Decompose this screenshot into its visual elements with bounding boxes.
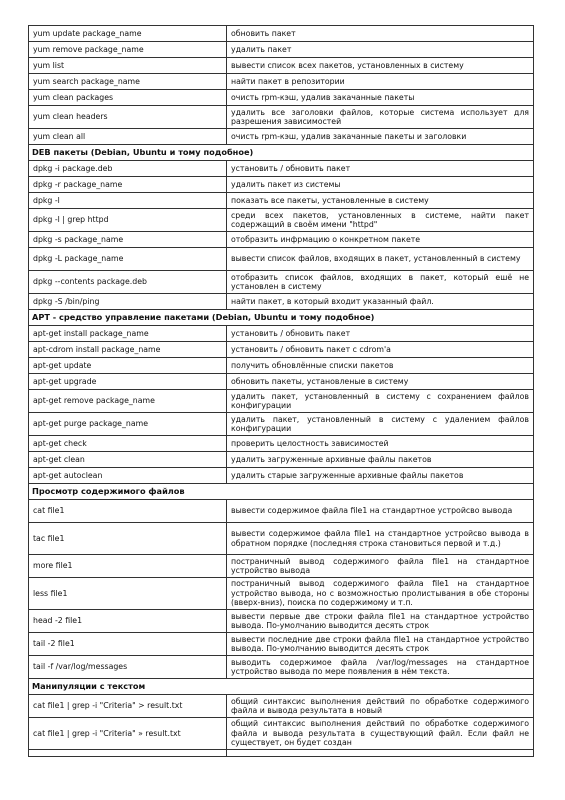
- description-cell: обновить пакет: [227, 26, 534, 42]
- description-cell: общий синтаксис выполнения действий по обработке содержимого файла и вывода результата в новый: [227, 695, 534, 718]
- description-cell: получить обновлённые списки пакетов: [227, 358, 534, 374]
- table-row: [29, 452, 534, 468]
- section-header-row: [29, 310, 534, 326]
- table-row: [29, 161, 534, 177]
- description-cell: отобразить список файлов, входящих в пакет, который ешё не установлен в систему: [227, 271, 534, 294]
- table-row: [29, 656, 534, 679]
- command-cell: head -2 file1: [29, 610, 227, 633]
- table-row: [29, 209, 534, 232]
- command-cell: more file1: [29, 555, 227, 578]
- description-cell: обновить пакеты, установленые в систему: [227, 374, 534, 390]
- table-row: [29, 294, 534, 310]
- table-row: [29, 610, 534, 633]
- table-row: [29, 633, 534, 656]
- description-cell: удалить пакет, установленный в систему с удалением файлов конфигурации: [227, 413, 534, 436]
- table-row: [29, 58, 534, 74]
- table-row: [29, 342, 534, 358]
- description-cell: общий синтаксис выполнения действий по обработке содержимого файла и вывода результата в существующий файл. Если файл не существует, он будет создан: [227, 718, 534, 750]
- description-cell: проверить целостность зависимостей: [227, 436, 534, 452]
- table-row: [29, 232, 534, 248]
- table-row: [29, 390, 534, 413]
- command-cell: yum clean headers: [29, 106, 227, 129]
- description-cell: вывести список всех пакетов, установленных в систему: [227, 58, 534, 74]
- section-title: DEB пакеты (Debian, Ubuntu и тому подобное): [29, 145, 534, 161]
- table-row: [29, 90, 534, 106]
- command-cell: dpkg -s package_name: [29, 232, 227, 248]
- table-row: [29, 248, 534, 271]
- table-row: [29, 500, 534, 523]
- description-cell: удалить все заголовки файлов, которые система использует для разрешения зависимостей: [227, 106, 534, 129]
- table-row: [29, 129, 534, 145]
- command-cell: yum clean packages: [29, 90, 227, 106]
- description-cell: вывести содержимое файла file1 на стандартное устройсво вывода в обратном порядке (последняя строка становиться первой и т.д.): [227, 523, 534, 555]
- command-cell: tail -2 file1: [29, 633, 227, 656]
- command-cell: apt-get clean: [29, 452, 227, 468]
- command-cell: dpkg -S /bin/ping: [29, 294, 227, 310]
- table-row: [29, 374, 534, 390]
- empty-cell: [29, 750, 227, 757]
- table-row: [29, 695, 534, 718]
- table-row: [29, 358, 534, 374]
- command-cell: yum update package_name: [29, 26, 227, 42]
- description-cell: постраничный вывод содержимого файла file1 на стандартное устройство вывода, но с возможностью пролистывания в обе стороны (вверх-вниз), поиска по содержимому и т.п.: [227, 578, 534, 610]
- table-row: [29, 523, 534, 555]
- description-cell: установить / обновить пакет: [227, 326, 534, 342]
- command-cell: yum remove package_name: [29, 42, 227, 58]
- description-cell: найти пакет в репозитории: [227, 74, 534, 90]
- description-cell: найти пакет, в который входит указанный файл.: [227, 294, 534, 310]
- command-cell: dpkg --contents package.deb: [29, 271, 227, 294]
- command-cell: cat file1: [29, 500, 227, 523]
- command-cell: apt-get autoclean: [29, 468, 227, 484]
- description-cell: отобразить инфрмацию о конкретном пакете: [227, 232, 534, 248]
- table-row: [29, 436, 534, 452]
- description-cell: удалить пакет, установленный в систему с сохранением файлов конфигурации: [227, 390, 534, 413]
- description-cell: удалить пакет из системы: [227, 177, 534, 193]
- description-cell: удалить старые загруженные архивные файлы пакетов: [227, 468, 534, 484]
- table-row: [29, 271, 534, 294]
- section-title: Просмотр содержимого файлов: [29, 484, 534, 500]
- description-cell: показать все пакеты, установленные в систему: [227, 193, 534, 209]
- empty-cell: [227, 750, 534, 757]
- document-page: [28, 25, 534, 757]
- command-cell: dpkg -r package_name: [29, 177, 227, 193]
- command-cell: apt-get check: [29, 436, 227, 452]
- description-cell: вывести последние две строки файла file1 на стандартное устройство вывода. По-умолчанию выводится десять строк: [227, 633, 534, 656]
- table-row: [29, 578, 534, 610]
- command-table-body: [29, 26, 534, 757]
- section-header-row: [29, 484, 534, 500]
- description-cell: установить / обновить пакет с cdrom'a: [227, 342, 534, 358]
- command-cell: apt-get upgrade: [29, 374, 227, 390]
- command-cell: apt-get update: [29, 358, 227, 374]
- table-row: [29, 468, 534, 484]
- command-cell: tac file1: [29, 523, 227, 555]
- table-continuation-row: [29, 750, 534, 757]
- command-cell: dpkg -l: [29, 193, 227, 209]
- command-cell: apt-get remove package_name: [29, 390, 227, 413]
- command-cell: cat file1 | grep -i "Criteria" > result.txt: [29, 695, 227, 718]
- command-cell: dpkg -L package_name: [29, 248, 227, 271]
- command-cell: less file1: [29, 578, 227, 610]
- command-reference-table: [28, 25, 534, 757]
- section-header-row: [29, 679, 534, 695]
- table-row: [29, 74, 534, 90]
- table-row: [29, 718, 534, 750]
- description-cell: вывести список файлов, входящих в пакет, установленный в систему: [227, 248, 534, 271]
- table-row: [29, 177, 534, 193]
- command-cell: apt-get purge package_name: [29, 413, 227, 436]
- command-cell: yum list: [29, 58, 227, 74]
- command-cell: yum search package_name: [29, 74, 227, 90]
- command-cell: cat file1 | grep -i "Criteria" » result.txt: [29, 718, 227, 750]
- table-row: [29, 413, 534, 436]
- description-cell: удалить пакет: [227, 42, 534, 58]
- description-cell: постраничный вывод содержимого файла file1 на стандартное устройство вывода: [227, 555, 534, 578]
- description-cell: очисть rpm-кэш, удалив закачанные пакеты и заголовки: [227, 129, 534, 145]
- description-cell: вывести первые две строки файла file1 на стандартное устройство вывода. По-умолчанию выводится десять строк: [227, 610, 534, 633]
- table-row: [29, 106, 534, 129]
- command-cell: apt-cdrom install package_name: [29, 342, 227, 358]
- description-cell: очисть rpm-кэш, удалив закачанные пакеты: [227, 90, 534, 106]
- command-cell: dpkg -i package.deb: [29, 161, 227, 177]
- description-cell: установить / обновить пакет: [227, 161, 534, 177]
- table-row: [29, 26, 534, 42]
- section-title: Манипуляции с текстом: [29, 679, 534, 695]
- section-header-row: [29, 145, 534, 161]
- table-row: [29, 555, 534, 578]
- description-cell: среди всех пакетов, установленных в системе, найти пакет содержащий в своём имени "httpd": [227, 209, 534, 232]
- command-cell: tail -f /var/log/messages: [29, 656, 227, 679]
- table-row: [29, 42, 534, 58]
- description-cell: вывести содержимое файла file1 на стандартное устройсво вывода: [227, 500, 534, 523]
- command-cell: dpkg -l | grep httpd: [29, 209, 227, 232]
- command-cell: yum clean all: [29, 129, 227, 145]
- table-row: [29, 326, 534, 342]
- description-cell: удалить загруженные архивные файлы пакетов: [227, 452, 534, 468]
- description-cell: выводить содержимое файла /var/log/messages на стандартное устройство вывода по мере появления в нём текста.: [227, 656, 534, 679]
- section-title: APT - средство управление пакетами (Debian, Ubuntu и тому подобное): [29, 310, 534, 326]
- table-row: [29, 193, 534, 209]
- command-cell: apt-get install package_name: [29, 326, 227, 342]
